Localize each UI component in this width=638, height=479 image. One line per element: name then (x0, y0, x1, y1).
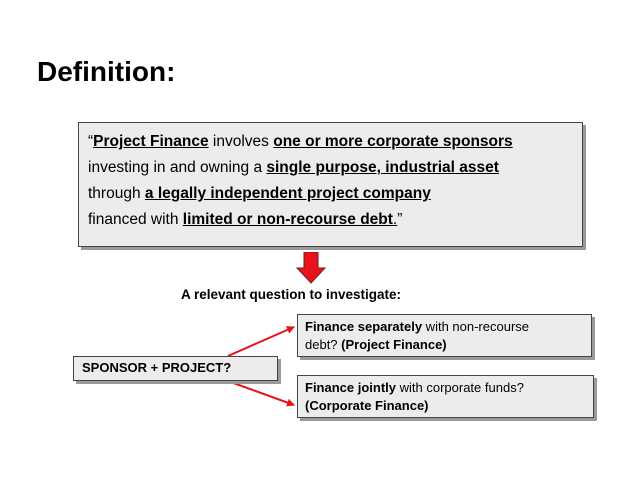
term-non-recourse-debt: limited or non-recourse debt (182, 211, 393, 228)
option1-rest: with non-recourse (422, 319, 530, 334)
close-quote: ” (397, 211, 403, 228)
sponsor-project-box: SPONSOR + PROJECT? (73, 356, 278, 381)
option2-line2 (305, 397, 593, 415)
question-label: A relevant question to investigate: (181, 287, 402, 302)
term-project-finance: Project Finance (93, 133, 209, 150)
term-industrial-asset: single purpose, industrial asset (266, 159, 499, 176)
option-separately-box (297, 314, 592, 357)
term-project-company: a legally independent project company (144, 185, 431, 202)
slide-title: Definition: (37, 56, 176, 87)
option2-bold: Finance jointly (305, 380, 397, 395)
option-jointly-box (297, 375, 594, 418)
arrow-to-option2 (228, 381, 294, 405)
term-corporate-sponsors: one or more corporate sponsors (273, 133, 513, 150)
option1-line1 (305, 318, 591, 336)
option1-plain: debt? (305, 337, 342, 352)
definition-text: involves (208, 133, 274, 150)
definition-text: investing in and owning a (88, 159, 267, 176)
definition-text: through (88, 185, 145, 202)
option2-rest: with corporate funds? (396, 380, 524, 395)
definition-period: . (392, 211, 398, 228)
option1-line2 (305, 336, 591, 354)
arrow-to-option1 (228, 327, 294, 356)
definition-text: financed with (88, 211, 183, 228)
option2-line1 (305, 379, 593, 397)
option1-label: (Project Finance) (341, 337, 447, 352)
option2-label: (Corporate Finance) (305, 398, 429, 413)
open-quote: “ (88, 133, 94, 150)
option1-bold: Finance separately (305, 319, 423, 334)
